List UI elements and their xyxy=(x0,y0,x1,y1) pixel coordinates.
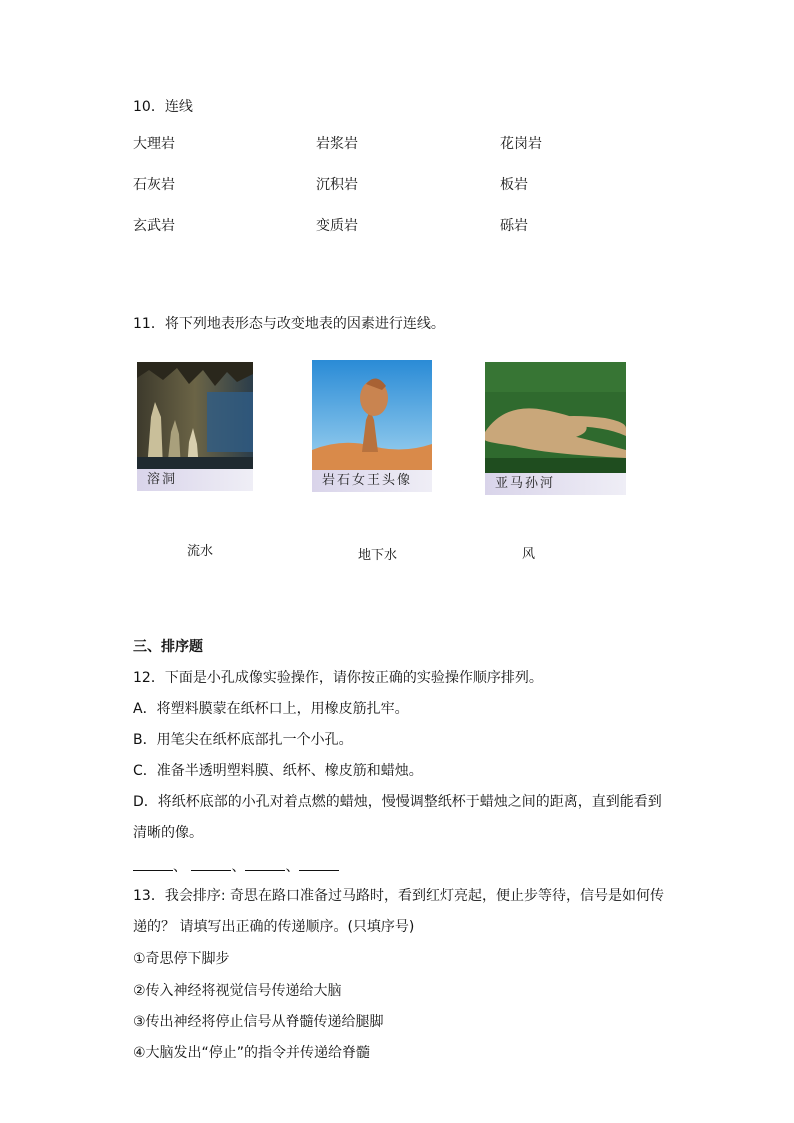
answer-blank[interactable] xyxy=(191,856,231,871)
q12-title: 12．下面是小孔成像实验操作，请你按正确的实验操作顺序排列。 xyxy=(133,670,543,686)
answer-blank[interactable] xyxy=(299,856,339,871)
blank-separator: 、 xyxy=(173,859,187,875)
blank-separator: 、 xyxy=(285,859,300,875)
factor-item: 流水 xyxy=(187,544,214,559)
q12-answer-blanks xyxy=(133,856,339,877)
q13-item: ①奇思停下脚步 xyxy=(133,951,230,967)
q12-option-a: A．将塑料膜蒙在纸杯口上，用橡皮筋扎牢。 xyxy=(133,701,409,717)
answer-blank[interactable] xyxy=(245,856,285,871)
rock-type-item: 沉积岩 xyxy=(316,177,358,193)
q13-item: ④大脑发出“停止”的指令并传递给脊髓 xyxy=(133,1045,371,1061)
q12-option-c: C．准备半透明塑料膜、纸杯、橡皮筋和蜡烛。 xyxy=(133,763,423,779)
q13-title-line1: 13．我会排序: 奇思在路口准备过马路时，看到红灯亮起，便止步等待，信号是如何传 xyxy=(133,888,664,904)
amazon-river-image xyxy=(485,362,626,495)
q13-item: ③传出神经将停止信号从脊髓传递给腿脚 xyxy=(133,1014,384,1030)
factor-item: 风 xyxy=(522,547,536,562)
rock-type-item: 变质岩 xyxy=(316,218,358,234)
rock-item: 玄武岩 xyxy=(133,218,175,234)
section-heading: 三、排序题 xyxy=(133,639,203,655)
cave-image xyxy=(137,362,253,491)
q11-title: 11．将下列地表形态与改变地表的因素进行连线。 xyxy=(133,316,445,332)
blank-separator: 、 xyxy=(231,859,246,875)
q12-option-b: B．用笔尖在纸杯底部扎一个小孔。 xyxy=(133,732,353,748)
q12-option-d-cont: 清晰的像。 xyxy=(133,825,203,841)
image-caption: 岩石女王头像 xyxy=(312,470,432,492)
rock-item: 板岩 xyxy=(500,177,528,193)
factor-item: 地下水 xyxy=(358,548,398,563)
queens-head-rock-image xyxy=(312,360,432,492)
image-caption: 亚马孙河 xyxy=(485,473,626,495)
q10-title: 10．连线 xyxy=(133,99,193,115)
rock-type-item: 岩浆岩 xyxy=(316,136,358,152)
answer-blank[interactable] xyxy=(133,856,173,871)
rock-item: 石灰岩 xyxy=(133,177,175,193)
image-caption: 溶洞 xyxy=(137,469,253,491)
rock-item: 砾岩 xyxy=(500,218,528,234)
rock-item: 大理岩 xyxy=(133,136,175,152)
q12-option-d: D．将纸杯底部的小孔对着点燃的蜡烛，慢慢调整纸杯于蜡烛之间的距离，直到能看到 xyxy=(133,794,662,810)
rock-item: 花岗岩 xyxy=(500,136,542,152)
q13-item: ②传入神经将视觉信号传递给大脑 xyxy=(133,983,342,999)
q13-title-line2: 递的？ 请填写出正确的传递顺序。(只填序号) xyxy=(133,919,415,935)
